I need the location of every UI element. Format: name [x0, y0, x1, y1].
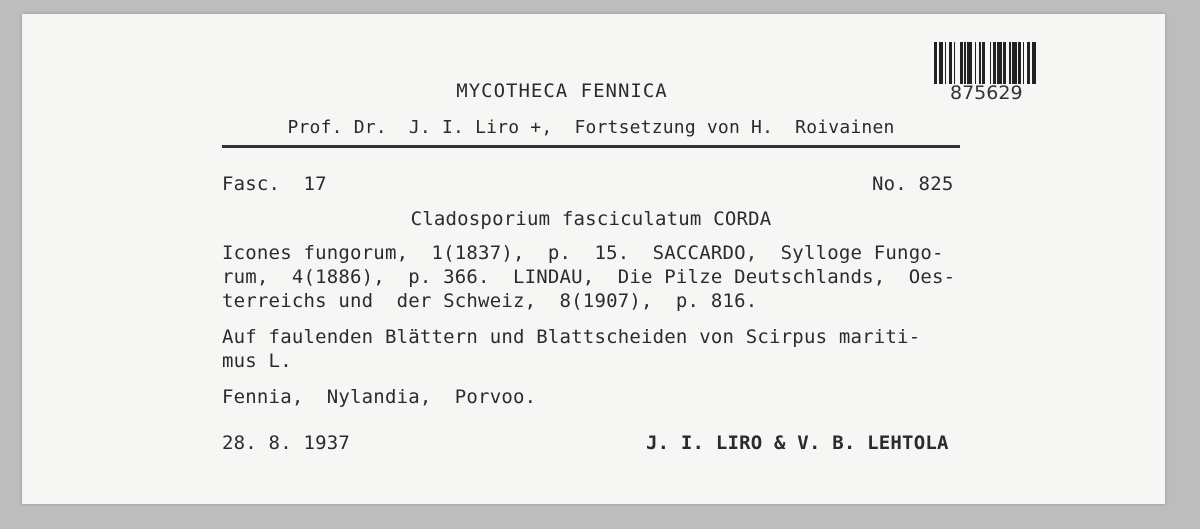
- collection-subtitle: Prof. Dr. J. I. Liro +, Fortsetzung von H. Roivainen: [287, 117, 895, 138]
- collectors: J. I. LIRO & V. B. LEHTOLA: [646, 432, 949, 454]
- habitat-line-1: Auf faulenden Blättern und Blattscheiden von Scirpus mariti-: [222, 326, 921, 348]
- reference-line-1: Icones fungorum, 1(1837), p. 15. SACCARDO, Sylloge Fungo-: [222, 242, 944, 264]
- specimen-number: No. 825: [872, 173, 954, 195]
- locality: Fennia, Nylandia, Porvoo.: [222, 386, 537, 408]
- herbarium-label: [22, 14, 1165, 504]
- reference-line-2: rum, 4(1886), p. 366. LINDAU, Die Pilze Deutschlands, Oes-: [222, 266, 956, 288]
- collection-title: MYCOTHECA FENNICA: [456, 80, 668, 102]
- collection-date: 28. 8. 1937: [222, 432, 351, 454]
- header-rule: [222, 145, 960, 148]
- reference-line-3: terreichs und der Schweiz, 8(1907), p. 816.: [222, 290, 758, 312]
- species-name: Cladosporium fasciculatum CORDA: [410, 208, 772, 230]
- habitat-line-2: mus L.: [222, 350, 292, 372]
- barcode: [934, 42, 1062, 104]
- barcode-number: 875629: [950, 82, 1023, 104]
- barcode-bars-icon: [934, 42, 1062, 84]
- fascicle-number: Fasc. 17: [222, 173, 327, 195]
